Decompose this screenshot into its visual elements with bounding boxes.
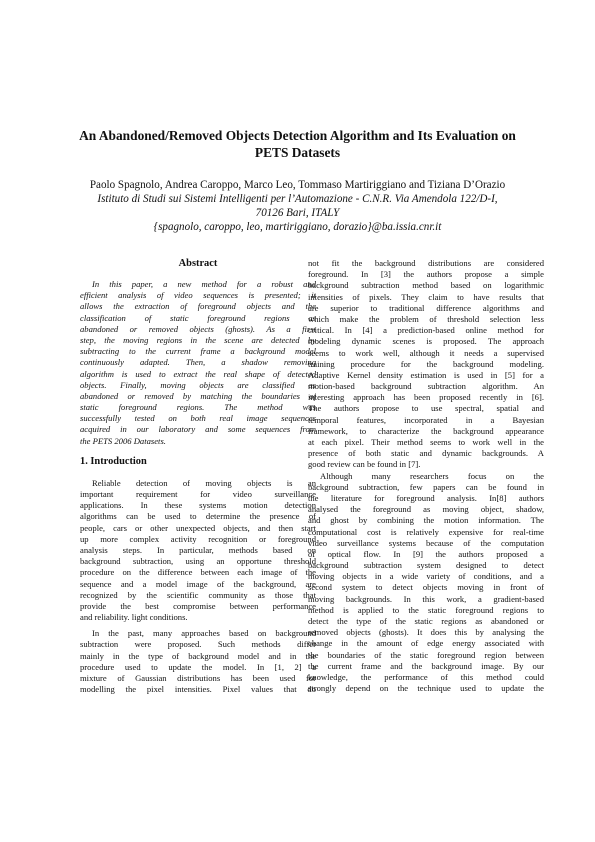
text-line: moving backgrounds. In this work, a gradient-based <box>308 593 544 604</box>
right-column <box>308 258 544 694</box>
introduction-paragraph-1 <box>80 478 316 623</box>
text-line: In the past, many approaches based on background <box>92 628 316 639</box>
text-line: up more complex activity recognition or foreground <box>80 533 316 544</box>
text-line: recognized by the scientific community as those that <box>80 589 316 600</box>
affiliation-line-2: 70126 Bari, ITALY <box>255 207 340 219</box>
text-line: the boundaries of the static foreground region between <box>308 649 544 660</box>
text-line: good review can be found in [7]. <box>308 459 421 470</box>
text-line: framework, to characterize the background appearance <box>308 425 544 436</box>
text-line: analysed the foreground as moving object, shadow, <box>308 504 544 515</box>
text-line: acquired in our laboratory and some sequences from <box>80 424 316 435</box>
text-line: The authors propose to use spectral, spatial and <box>308 403 544 414</box>
text-line: method is applied to the static foreground regions to <box>308 604 544 615</box>
text-line: second system to detect objects moving in front of <box>308 582 544 593</box>
text-line: algorithm is used to extract the real shape of detected <box>80 368 316 379</box>
text-line: background subtraction, few papers can be found in <box>308 481 544 492</box>
text-line: procedure on the difference between each image of the <box>80 567 316 578</box>
text-line: temporal features, incorporated in a Bayesian <box>308 414 544 425</box>
text-line: subtraction were proposed. Such methods differ <box>80 639 316 650</box>
text-line: Reliable detection of moving objects is an <box>92 477 316 488</box>
text-line: modeling dynamic scenes is proposed. The approach <box>308 336 544 347</box>
text-line: motion-based background subtraction algorithm. An <box>308 381 544 392</box>
text-line: continuously adapted. Then, a shadow removing <box>80 357 316 368</box>
affiliation-line-1: Istituto di Studi sui Sistemi Intelligenti per l’Automazione - C.N.R. Via Amendola 122/D-I, <box>97 193 498 205</box>
text-line: classification of static foreground regions as <box>80 312 316 323</box>
text-line: In this paper, a new method for a robust and <box>92 279 316 289</box>
text-line: background subtraction method based on logarithmic <box>308 280 544 291</box>
text-line: training procedure for the background modeling. <box>308 358 544 369</box>
text-line: algorithms can be used to determine the presence of <box>80 511 316 522</box>
text-line: abandoned or removed objects (ghosts). As a first <box>80 323 316 334</box>
text-line: static foreground regions. The method was <box>80 402 316 413</box>
text-line: and reliability. light conditions. <box>80 612 188 623</box>
text-line: important requirement for video surveillance <box>80 489 316 499</box>
abstract-body <box>80 279 316 447</box>
text-line: which make the problem of threshold selection less <box>308 313 544 324</box>
text-line: the PETS 2006 Datasets. <box>80 435 166 446</box>
text-line: step, the moving regions in the scene are detected by <box>80 334 316 345</box>
text-line: the literature for foreground analysis. In[8] authors <box>308 492 544 503</box>
paper-title <box>40 127 555 161</box>
section-heading-introduction: 1. Introduction <box>80 455 147 467</box>
author-emails: {spagnolo, caroppo, leo, martiriggiano, dorazio}@ba.issia.cnr.it <box>153 221 442 233</box>
left-column <box>80 258 316 695</box>
right-paragraph-1 <box>308 258 544 471</box>
text-line: mixture of Gaussian distributions has been used for <box>80 673 316 683</box>
text-line: seems to work well, although it needs a supervised <box>308 347 544 358</box>
text-line: presence of both static and dynamic backgrounds. A <box>308 448 544 459</box>
text-line: strongly depend on the technique used to update the <box>308 683 544 694</box>
text-line: are superior to traditional difference algorithms and <box>308 302 544 313</box>
text-line: video surveillance systems because of the computation <box>308 537 544 548</box>
text-line: change in the amount of edge energy associated with <box>308 638 544 649</box>
title-line-2: PETS Datasets <box>254 145 341 160</box>
text-line: detect the type of the static regions as abandoned or <box>308 616 544 626</box>
author-names: Paolo Spagnolo, Andrea Caroppo, Marco Leo, Tommaso Martiriggiano and Tiziana D’Orazio <box>89 179 506 191</box>
text-line: analysis steps. In particular, methods based on <box>80 544 316 555</box>
text-line: provide the best compromise between performance <box>80 600 316 611</box>
text-line: sequence and a model image of the background, are <box>80 578 316 589</box>
text-line: people, cars or other unexpected objects, and then start <box>80 522 316 533</box>
text-line: abandoned or removed by matching the boundaries of <box>80 390 316 401</box>
title-line-1: An Abandoned/Removed Objects Detection Algorithm and Its Evaluation on <box>79 128 516 143</box>
text-line: background subtraction, using an opportune threshold <box>80 556 316 567</box>
text-line: mainly in the type of background model and in the <box>80 650 316 661</box>
abstract-heading: Abstract <box>178 258 218 269</box>
text-line: foreground. In [3] the authors propose a simple <box>308 269 544 280</box>
text-line: procedure used to update the model. In [1, 2] a <box>80 661 316 672</box>
text-line: Although many researchers focus on the <box>320 470 544 481</box>
text-line: Adaptive Kernel density estimation is used in [5] for a <box>308 369 544 380</box>
text-line: subtracting to the current frame a background model <box>80 346 316 357</box>
text-line: modelling the pixel intensities. Pixel values that do <box>80 684 316 695</box>
text-line: critical. In [4] a prediction-based online method for <box>308 325 544 336</box>
text-line: allows the extraction of foreground objects and the <box>80 301 316 312</box>
text-line: the current frame and the background image. By our <box>308 660 544 671</box>
text-line: of optical flow. In [9] the authors proposed a <box>308 548 544 559</box>
text-line: at each pixel. Their method seems to work well in the <box>308 437 544 447</box>
text-line: interesting approach has been proposed recently in [6]. <box>308 392 544 403</box>
introduction-paragraph-2 <box>80 628 316 695</box>
text-line: not fit the background distributions are considered <box>308 258 544 268</box>
text-line: efficient analysis of video sequences is presented; it <box>80 290 316 301</box>
text-line: objects. Finally, moving objects are classified as <box>80 379 316 390</box>
text-line: background subtraction system designed to detect <box>308 560 544 571</box>
text-line: successfully tested on both real image sequences <box>80 413 316 424</box>
text-line: intensities of pixels. They claim to have results that <box>308 291 544 302</box>
text-line: knowledge, the performance of this method could <box>308 671 544 682</box>
right-paragraph-2 <box>308 471 544 695</box>
text-line: applications. In these systems motion detection <box>80 500 316 511</box>
text-line: computational cost is relatively expensive for real-time <box>308 526 544 537</box>
text-line: moving objects in a wide variety of conditions, and a <box>308 571 544 582</box>
author-block <box>40 178 555 234</box>
text-line: and ghost by combining the motion information. The <box>308 515 544 526</box>
text-line: removed objects (ghosts). It does this by analysing the <box>308 627 544 638</box>
